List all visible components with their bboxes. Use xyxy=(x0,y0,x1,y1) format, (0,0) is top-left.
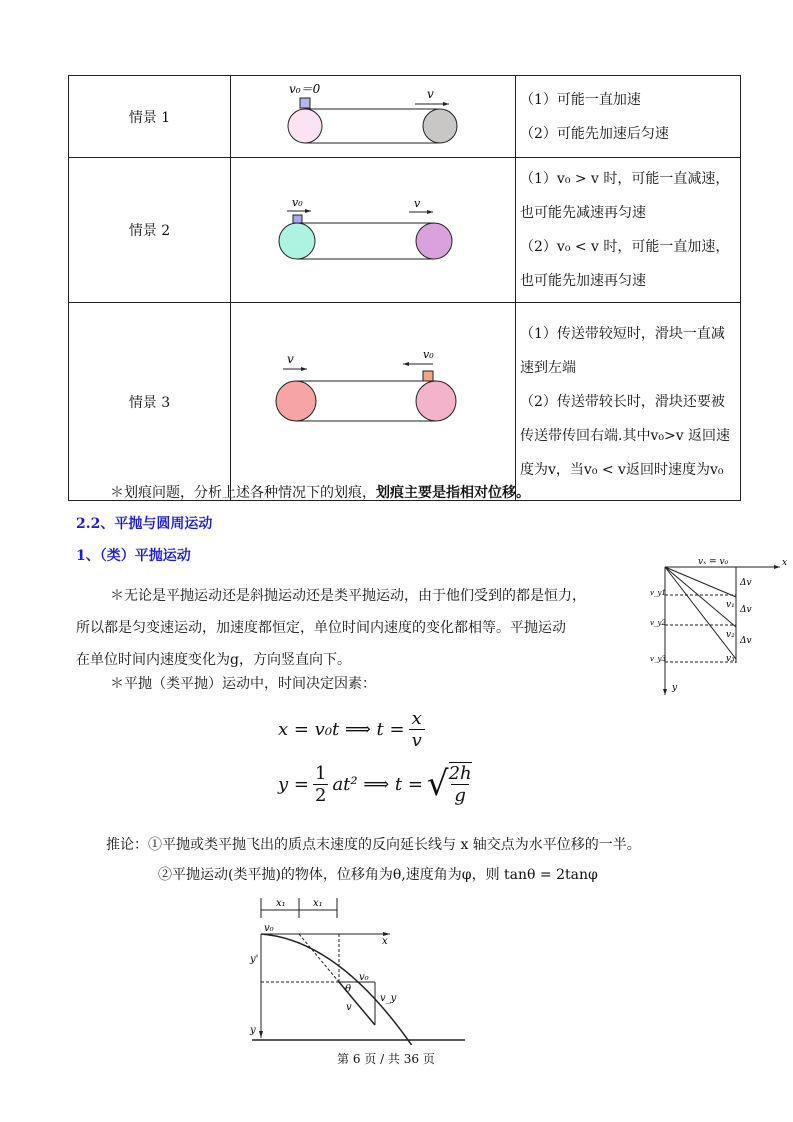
svg-text:y: y xyxy=(250,1025,256,1036)
svg-text:vₓ = v₀: vₓ = v₀ xyxy=(698,557,729,567)
svg-text:y: y xyxy=(672,683,678,693)
svg-text:Δv: Δv xyxy=(740,605,752,615)
svg-text:v: v xyxy=(346,1002,352,1013)
scenario-label: 情景 3 xyxy=(69,303,231,501)
svg-text:v_y3: v_y3 xyxy=(650,655,666,663)
svg-text:v₂: v₂ xyxy=(726,630,735,640)
table-row: 情景 3 v v₀ （1）传送带较短时，滑块一直减速到左端 （2）传送带较长时，滑块还要被传送带传回右端.其中v₀>v 返回速度为v，当v₀ < v返回时速度为v₀ xyxy=(69,303,741,501)
sub-heading: 1、（类）平抛运动 xyxy=(76,548,191,564)
svg-text:v₀: v₀ xyxy=(423,348,434,361)
svg-text:v₀: v₀ xyxy=(359,972,369,983)
svg-text:v: v xyxy=(414,196,421,210)
svg-text:θ: θ xyxy=(345,984,352,995)
svg-text:x: x xyxy=(382,936,388,947)
svg-text:v: v xyxy=(427,87,434,101)
svg-text:v₃: v₃ xyxy=(726,654,735,664)
svg-text:v₀: v₀ xyxy=(264,923,274,934)
page-footer: 第 6 页 / 共 36 页 xyxy=(337,1052,435,1066)
svg-text:v: v xyxy=(287,352,294,366)
conveyor-table xyxy=(68,75,741,501)
scenario-label: 情景 2 xyxy=(69,158,231,303)
conveyor-diagram-2 xyxy=(231,162,515,295)
formula-x: x = v₀t ⟹ t = $\frac{x}{v}$ xyxy=(278,708,425,751)
scenario-label: 情景 1 xyxy=(69,76,231,158)
conveyor-diagram-3 xyxy=(231,303,515,496)
formula-y: y = $\frac{1}{2}$ at² ⟹ t = √ 2h g xyxy=(278,762,472,806)
svg-text:v_y: v_y xyxy=(380,993,397,1004)
conveyor-diagram-1 xyxy=(231,76,515,153)
inference-1: 推论：①平抛或类平抛飞出的质点末速度的反向延长线与 x 轴交点为水平位移的一半。 xyxy=(106,837,641,853)
svg-text:Δv: Δv xyxy=(740,636,752,646)
svg-text:Δv: Δv xyxy=(740,578,752,588)
scratch-note: ＊划痕问题，分析上述各种情况下的划痕，划痕主要是指相对位移。 xyxy=(110,485,530,501)
table-row: 情景 2 v₀ v （1）v₀ > v 时，可能一直减速，也可能先减速再匀速 （2）v₀ < v 时，可能一直加速，也可能先加速再匀速 xyxy=(69,158,741,303)
svg-text:x₁: x₁ xyxy=(313,898,323,909)
slider-block xyxy=(300,98,310,108)
v0-label: v₀＝0 xyxy=(289,82,321,96)
svg-text:y': y' xyxy=(250,954,259,965)
svg-text:x₁: x₁ xyxy=(276,898,286,909)
inference-2: ②平抛运动(类平抛)的物体，位移角为θ,速度角为φ，则 tanθ = 2tanφ xyxy=(158,867,598,883)
table-row: 情景 1 v₀＝0 v （1）可能一直加速 （2）可能先加速后匀速 xyxy=(69,76,741,158)
svg-text:v_y2: v_y2 xyxy=(650,619,666,627)
projectile-diagram xyxy=(240,890,470,1045)
svg-text:v_y1: v_y1 xyxy=(650,589,666,597)
svg-text:v₀: v₀ xyxy=(292,195,303,209)
section-heading: 2.2、平抛与圆周运动 xyxy=(76,516,213,532)
document-page: 情景 1 v₀＝0 v （1）可能一直加速 （2）可能先加速后匀速 情景 2 v₀ v （1）v₀ > v 时，可能一直减速，也可能先减速再匀速 （2）v₀ < v 时，可能一直加速，也可能先加速再匀速 情景 3 v v₀ （1）传送带较短时，滑块一直减速到左端 （2）传送带较长时，滑块还要被传送带传回右端.其中v₀>v 返回速度为v，当v₀ < v返回时速度为v₀ ＊划痕问题，分析上述各种情况下的划痕，划痕主要是指相对位移。 2.2、平抛与圆周运动 1、（类）平抛运动 ＊无论是平抛运动还是斜抛运动还是类平抛运动，由于他们受到的都是恒力， 所以都是匀变速运动，加速度都恒定，单位时间内速度的变化都相等。平抛运动 在单位时间内速度变化为g，方向竖直向下。 ＊平抛（类平抛）运动中，时间决定因素： x = v₀t ⟹ t = $\frac{x}{v}$ y = $\frac{1}{2}$ at² ⟹ t = √ 2h g 推论：①平抛或类平抛飞出的质点末速度的反向延长线与 x 轴交点为水平位移的一半。 ②平抛运动(类平抛)的物体，位移角为θ,速度角为φ，则 tanθ = 2tanφ vₓ = v₀ x y Δv Δv Δv v_y1 v_y2 v_y3 v₁ v₂ v₃ x₁ x₁ v₀ x y' y v₀ θ v_y v 第 6 页 / 共 36 页 xyxy=(0,0,793,1122)
svg-text:x: x xyxy=(782,558,788,568)
velocity-vector-diagram xyxy=(640,555,790,700)
svg-text:v₁: v₁ xyxy=(726,600,735,610)
